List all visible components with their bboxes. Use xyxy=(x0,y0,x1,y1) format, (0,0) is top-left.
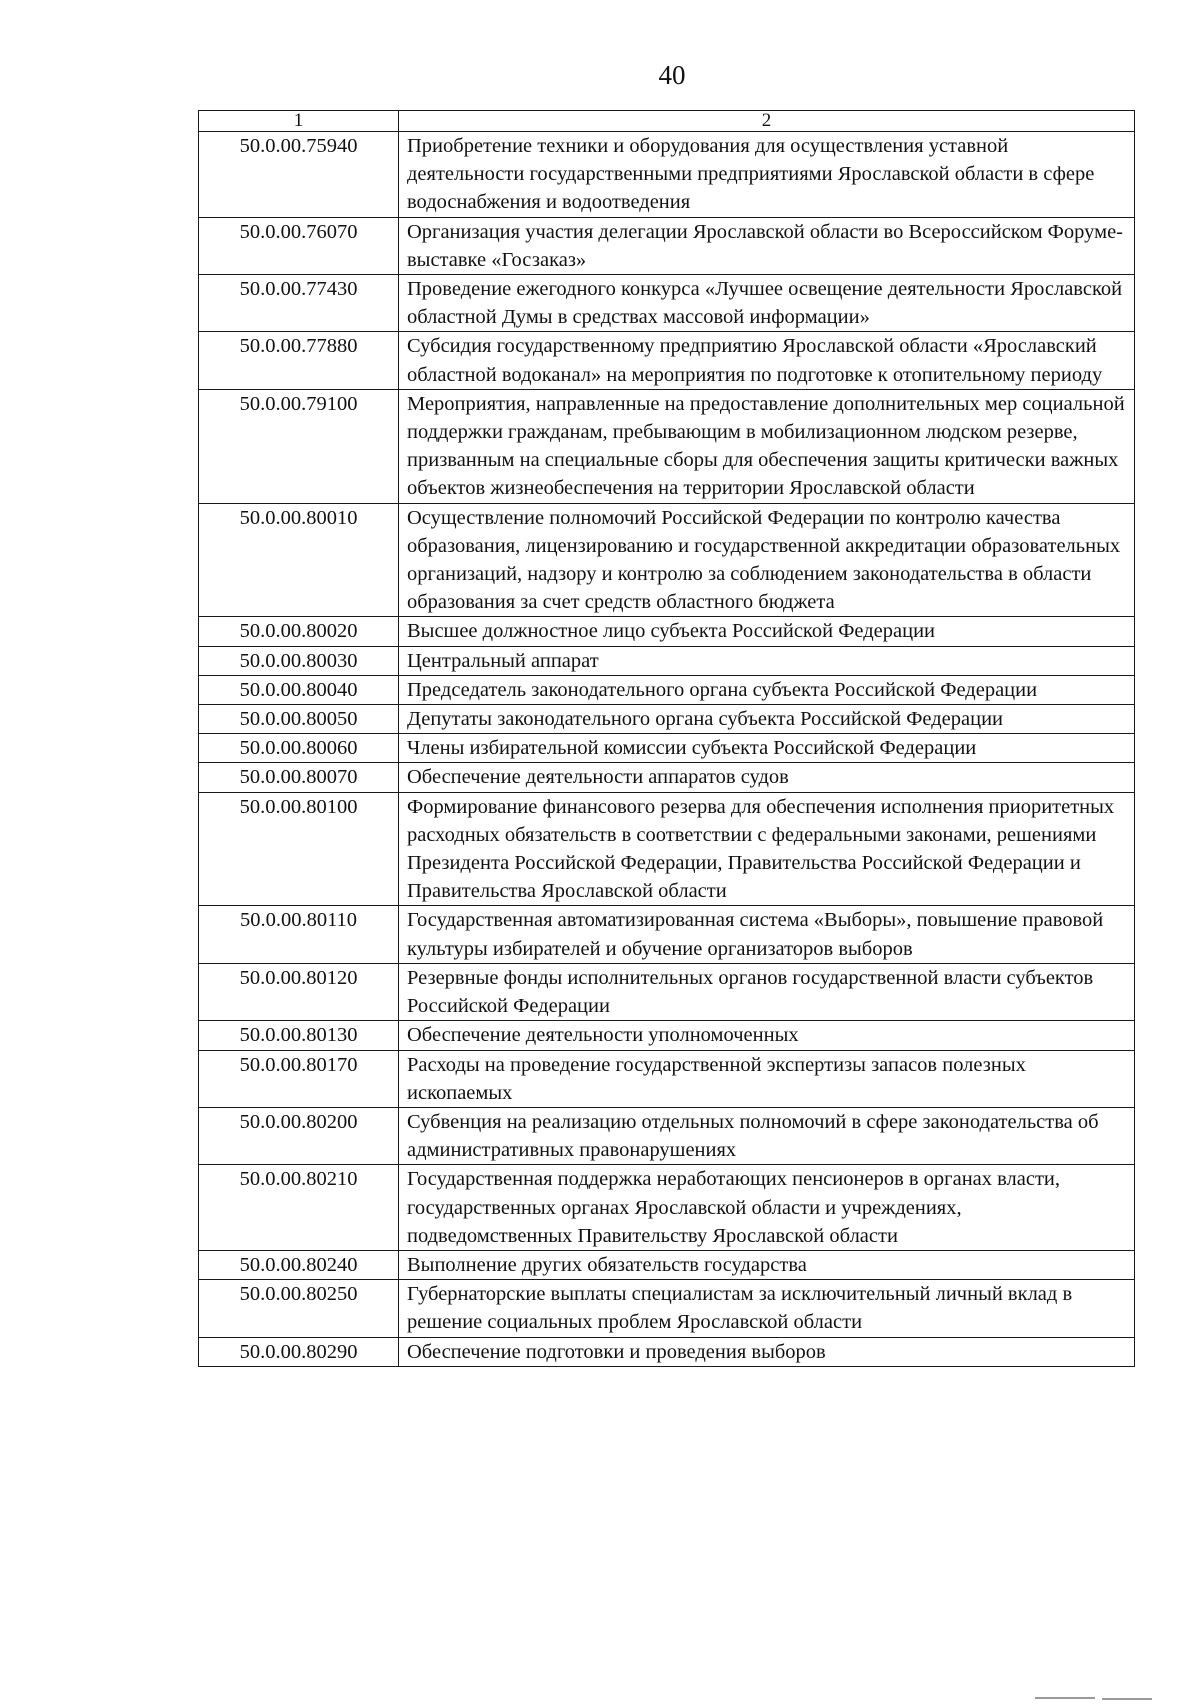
table-row xyxy=(199,1250,1135,1279)
row-code: 50.0.00.80110 xyxy=(199,906,399,963)
row-description: Обеспечение подготовки и проведения выборов xyxy=(399,1337,1135,1366)
row-description: Члены избирательной комиссии субъекта Российской Федерации xyxy=(399,734,1135,763)
row-description: Высшее должностное лицо субъекта Российской Федерации xyxy=(399,617,1135,646)
row-code: 50.0.00.80070 xyxy=(199,763,399,792)
row-code: 50.0.00.80170 xyxy=(199,1050,399,1107)
row-description: Выполнение других обязательств государства xyxy=(399,1250,1135,1279)
table-row xyxy=(199,275,1135,332)
table-row xyxy=(199,734,1135,763)
table-row xyxy=(199,705,1135,734)
row-code: 50.0.00.80060 xyxy=(199,734,399,763)
budget-codes-table xyxy=(198,110,1135,1367)
row-description: Осуществление полномочий Российской Федерации по контролю качества образования, лицензированию и государственной аккредитации образовательных организаций, надзору и контролю за соблюдением законодательства в области образования за счет средств областного бюджета xyxy=(399,503,1135,617)
row-code: 50.0.00.80130 xyxy=(199,1021,399,1050)
row-code: 50.0.00.80030 xyxy=(199,646,399,675)
table-row xyxy=(199,1050,1135,1107)
table-row xyxy=(199,217,1135,274)
scan-artifact-line xyxy=(1035,1697,1095,1699)
column-header-name: 2 xyxy=(399,111,1135,132)
table-row xyxy=(199,646,1135,675)
row-code: 50.0.00.80100 xyxy=(199,792,399,906)
table-row xyxy=(199,675,1135,704)
row-description: Формирование финансового резерва для обеспечения исполнения приоритетных расходных обязательств в соответствии с федеральными законами, решениями Президента Российской Федерации, Правительства Российской Федерации и Правительства Ярославской области xyxy=(399,792,1135,906)
row-description: Обеспечение деятельности уполномоченных xyxy=(399,1021,1135,1050)
row-code: 50.0.00.80290 xyxy=(199,1337,399,1366)
table-row xyxy=(199,132,1135,218)
row-code: 50.0.00.80250 xyxy=(199,1280,399,1337)
table-row xyxy=(199,906,1135,963)
row-description: Губернаторские выплаты специалистам за исключительный личный вклад в решение социальных проблем Ярославской области xyxy=(399,1280,1135,1337)
row-description: Мероприятия, направленные на предоставление дополнительных мер социальной поддержки гражданам, пребывающим в мобилизационном людском резерве, призванным на специальные сборы для обеспечения защиты критически важных объектов жизнеобеспечения на территории Ярославской области xyxy=(399,389,1135,503)
row-description: Приобретение техники и оборудования для осуществления уставной деятельности государственными предприятиями Ярославской области в сфере водоснабжения и водоотведения xyxy=(399,132,1135,218)
table-body xyxy=(199,132,1135,1367)
scan-artifact-line xyxy=(1102,1698,1152,1700)
row-code: 50.0.00.80120 xyxy=(199,963,399,1020)
row-code: 50.0.00.80020 xyxy=(199,617,399,646)
row-description: Субсидия государственному предприятию Ярославской области «Ярославский областной водоканал» на мероприятия по подготовке к отопительному периоду xyxy=(399,332,1135,389)
row-description: Проведение ежегодного конкурса «Лучшее освещение деятельности Ярославской областной Думы в средствах массовой информации» xyxy=(399,275,1135,332)
table-row xyxy=(199,963,1135,1020)
row-description: Расходы на проведение государственной экспертизы запасов полезных ископаемых xyxy=(399,1050,1135,1107)
row-code: 50.0.00.80240 xyxy=(199,1250,399,1279)
table-header-row xyxy=(199,111,1135,132)
table-row xyxy=(199,792,1135,906)
row-code: 50.0.00.76070 xyxy=(199,217,399,274)
table-row xyxy=(199,763,1135,792)
row-description: Государственная поддержка неработающих пенсионеров в органах власти, государственных органах Ярославской области и учреждениях, подведомственных Правительству Ярославской области xyxy=(399,1165,1135,1251)
row-code: 50.0.00.80050 xyxy=(199,705,399,734)
row-code: 50.0.00.75940 xyxy=(199,132,399,218)
table-row xyxy=(199,1337,1135,1366)
row-code: 50.0.00.80200 xyxy=(199,1107,399,1164)
row-description: Государственная автоматизированная система «Выборы», повышение правовой культуры избирателей и обучение организаторов выборов xyxy=(399,906,1135,963)
row-description: Организация участия делегации Ярославской области во Всероссийском Форуме-выставке «Госзаказ» xyxy=(399,217,1135,274)
row-description: Центральный аппарат xyxy=(399,646,1135,675)
row-description: Субвенция на реализацию отдельных полномочий в сфере законодательства об административных правонарушениях xyxy=(399,1107,1135,1164)
row-code: 50.0.00.80010 xyxy=(199,503,399,617)
row-description: Обеспечение деятельности аппаратов судов xyxy=(399,763,1135,792)
table-row xyxy=(199,1280,1135,1337)
table-row xyxy=(199,389,1135,503)
row-description: Председатель законодательного органа субъекта Российской Федерации xyxy=(399,675,1135,704)
row-code: 50.0.00.80040 xyxy=(199,675,399,704)
row-description: Депутаты законодательного органа субъекта Российской Федерации xyxy=(399,705,1135,734)
row-code: 50.0.00.79100 xyxy=(199,389,399,503)
column-header-code: 1 xyxy=(199,111,399,132)
row-description: Резервные фонды исполнительных органов государственной власти субъектов Российской Федерации xyxy=(399,963,1135,1020)
table-row xyxy=(199,1107,1135,1164)
row-code: 50.0.00.80210 xyxy=(199,1165,399,1251)
table-row xyxy=(199,1165,1135,1251)
table-row xyxy=(199,1021,1135,1050)
table-row xyxy=(199,332,1135,389)
row-code: 50.0.00.77880 xyxy=(199,332,399,389)
row-code: 50.0.00.77430 xyxy=(199,275,399,332)
table-row xyxy=(199,617,1135,646)
page-number: 40 xyxy=(658,60,686,90)
table-row xyxy=(199,503,1135,617)
